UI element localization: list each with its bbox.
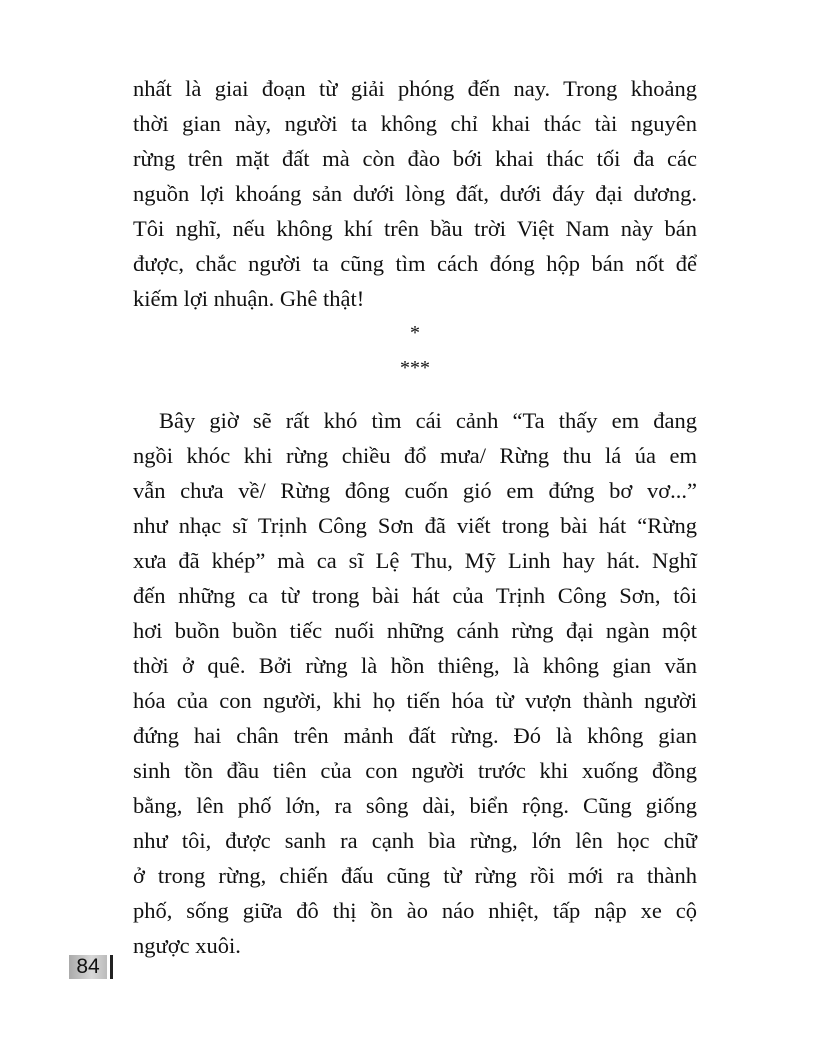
text-line: bằng, lên phố lớn, ra sông dài, biển rộng. Cũng giống bbox=[133, 793, 697, 818]
text-line: nguồn lợi khoáng sản dưới lòng đất, dưới đáy đại dương. bbox=[133, 181, 697, 206]
text-line: ngồi khóc khi rừng chiều đổ mưa/ Rừng thu lá úa em bbox=[133, 443, 697, 468]
text-line: hóa của con người, khi họ tiến hóa từ vượn thành người bbox=[133, 688, 697, 713]
paragraph-2 bbox=[133, 403, 697, 963]
separator-triple: *** bbox=[400, 357, 430, 379]
text-line: như tôi, được sanh ra cạnh bìa rừng, lớn lên học chữ bbox=[133, 828, 697, 853]
text-line: vẫn chưa về/ Rừng đông cuốn gió em đứng bơ vơ...” bbox=[133, 478, 697, 503]
text-line: thời ở quê. Bởi rừng là hồn thiêng, là không gian văn bbox=[133, 653, 697, 678]
page-number-bar bbox=[110, 955, 113, 979]
text-line: ngược xuôi. bbox=[133, 933, 241, 958]
text-line: phố, sống giữa đô thị ồn ào náo nhiệt, tấp nập xe cộ bbox=[133, 898, 697, 923]
separator-single: * bbox=[410, 322, 420, 344]
paragraph-1 bbox=[133, 71, 697, 316]
text-line: nhất là giai đoạn từ giải phóng đến nay. Trong khoảng bbox=[133, 76, 697, 101]
text-line: kiếm lợi nhuận. Ghê thật! bbox=[133, 286, 365, 311]
text-line: Bây giờ sẽ rất khó tìm cái cảnh “Ta thấy em đang bbox=[159, 408, 697, 433]
text-line: xưa đã khép” mà ca sĩ Lệ Thu, Mỹ Linh hay hát. Nghĩ bbox=[133, 548, 697, 573]
text-line: đứng hai chân trên mảnh đất rừng. Đó là không gian bbox=[133, 723, 697, 748]
page-number: 84 bbox=[69, 955, 107, 979]
text-line: thời gian này, người ta không chỉ khai thác tài nguyên bbox=[133, 111, 697, 136]
text-line: hơi buồn buồn tiếc nuối những cánh rừng đại ngàn một bbox=[133, 618, 697, 643]
text-line: đến những ca từ trong bài hát của Trịnh Công Sơn, tôi bbox=[133, 583, 697, 608]
text-line: rừng trên mặt đất mà còn đào bới khai thác tối đa các bbox=[133, 146, 697, 171]
text-line: ở trong rừng, chiến đấu cũng từ rừng rồi mới ra thành bbox=[133, 863, 697, 888]
text-line: sinh tồn đầu tiên của con người trước khi xuống đồng bbox=[133, 758, 697, 783]
text-line: như nhạc sĩ Trịnh Công Sơn đã viết trong bài hát “Rừng bbox=[133, 513, 697, 538]
text-line: được, chắc người ta cũng tìm cách đóng hộp bán nốt để bbox=[133, 251, 697, 276]
text-line: Tôi nghĩ, nếu không khí trên bầu trời Việt Nam này bán bbox=[133, 216, 697, 241]
page-body bbox=[133, 71, 697, 963]
